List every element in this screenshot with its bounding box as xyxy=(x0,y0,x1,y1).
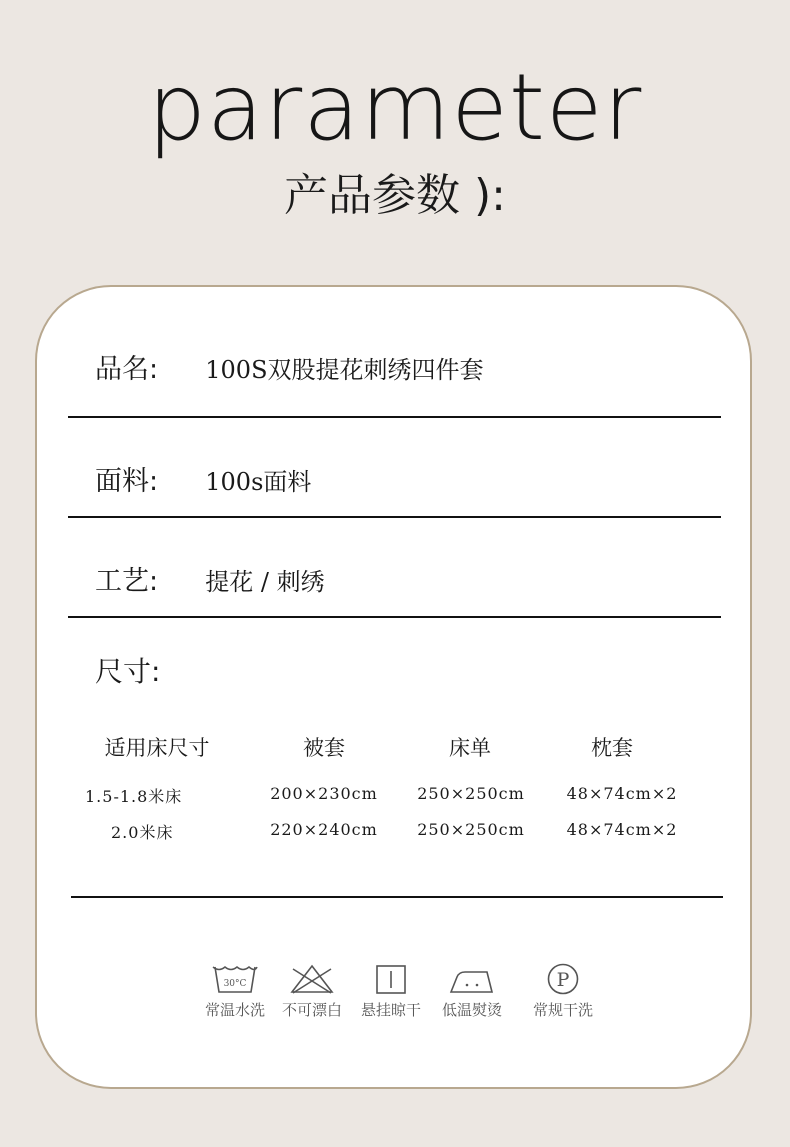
spec-row-fabric xyxy=(95,462,311,502)
spec-value: 提花 / 刺绣 xyxy=(205,568,325,596)
table-cell: 48×74cm×2 xyxy=(566,820,678,839)
divider xyxy=(71,896,723,898)
column-header: 适用床尺寸 xyxy=(104,736,210,760)
care-item xyxy=(351,963,431,1020)
table-cell: 48×74cm×2 xyxy=(566,784,678,803)
spec-row-craft xyxy=(95,562,325,602)
care-item xyxy=(195,963,275,1020)
no-bleach-icon xyxy=(287,963,337,995)
svg-text:30°C: 30°C xyxy=(223,979,247,989)
table-cell: 250×250cm xyxy=(417,784,525,803)
table-cell: 220×240cm xyxy=(270,820,378,839)
care-caption: 常规干洗 xyxy=(532,1001,593,1019)
spec-label: 品名: xyxy=(95,354,159,385)
care-item xyxy=(523,963,603,1020)
care-caption: 不可漂白 xyxy=(281,1001,342,1019)
care-item xyxy=(432,963,512,1020)
care-caption: 悬挂晾干 xyxy=(360,1001,421,1019)
wash-30-icon xyxy=(210,963,260,995)
table-cell: 200×230cm xyxy=(270,784,378,803)
page-subtitle: 产品参数 ): xyxy=(284,170,506,221)
hang-dry-icon xyxy=(366,963,416,995)
care-caption: 低温熨烫 xyxy=(441,1001,502,1019)
divider xyxy=(68,516,721,518)
column-header: 枕套 xyxy=(591,736,633,760)
divider xyxy=(68,416,721,418)
table-cell: 2.0米床 xyxy=(111,823,174,842)
page-title: parameter xyxy=(147,54,643,161)
parameter-card xyxy=(35,285,752,1089)
sizes-label: 尺寸: xyxy=(95,655,161,688)
care-instructions xyxy=(37,963,754,1033)
spec-row-name xyxy=(95,350,484,390)
column-header: 被套 xyxy=(303,736,345,760)
column-header: 床单 xyxy=(449,736,491,760)
table-cell: 1.5-1.8米床 xyxy=(85,787,183,806)
dry-clean-icon xyxy=(538,963,588,995)
spec-label: 面料: xyxy=(95,466,159,497)
care-item xyxy=(272,963,352,1020)
spec-value: 100s面料 xyxy=(205,468,312,496)
spec-value: 100S双股提花刺绣四件套 xyxy=(205,356,484,384)
divider xyxy=(68,616,721,618)
care-caption: 常温水洗 xyxy=(204,1001,265,1019)
svg-text:P: P xyxy=(556,969,570,991)
spec-label: 工艺: xyxy=(95,566,159,597)
table-cell: 250×250cm xyxy=(417,820,525,839)
low-iron-icon xyxy=(447,963,497,995)
